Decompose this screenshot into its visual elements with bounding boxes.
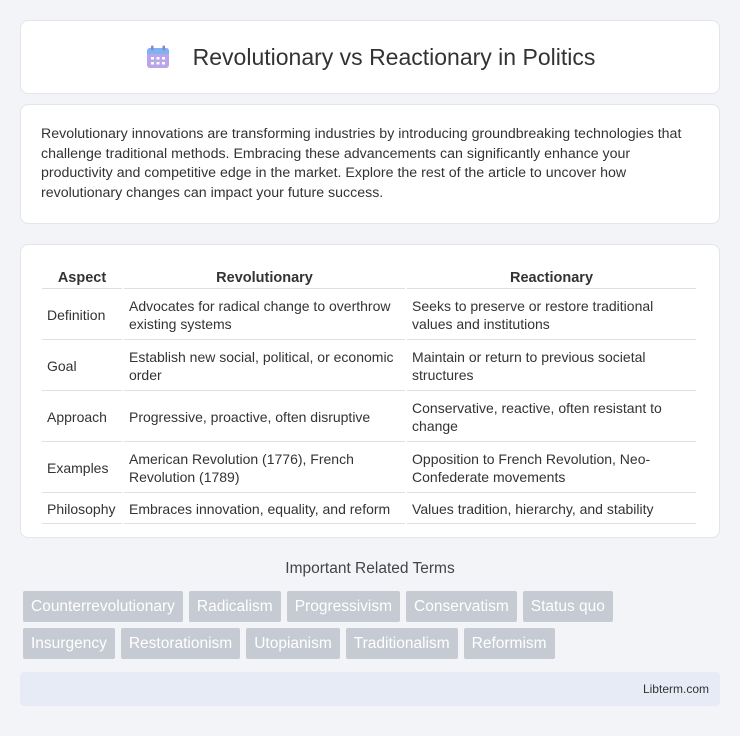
- footer-site-link[interactable]: Libterm.com: [642, 682, 709, 696]
- tag-reformism[interactable]: Reformism: [464, 628, 555, 659]
- comparison-table: [40, 265, 698, 526]
- cell-reactionary: Maintain or return to previous societal structures: [407, 342, 696, 391]
- footer: [20, 672, 720, 706]
- tag-row: [23, 628, 723, 659]
- cell-revolutionary: Embraces innovation, equality, and reform: [124, 495, 405, 524]
- cell-revolutionary: Advocates for radical change to overthrow existing systems: [124, 291, 405, 340]
- related-terms-title: Important Related Terms: [285, 560, 455, 577]
- intro-text: Revolutionary innovations are transforming industries by introducing groundbreaking technologies that challenge traditional methods. Embracing these advancements can significantly enhance your productivity and competitive edge in the market. Explore the rest of the article to uncover how revolutionary changes can impact your future success.: [41, 126, 682, 201]
- cell-revolutionary: American Revolution (1776), French Revolution (1789): [124, 444, 405, 493]
- tag-row: [23, 591, 723, 622]
- tag-radicalism[interactable]: Radicalism: [189, 591, 281, 622]
- cell-reactionary: Conservative, reactive, often resistant to change: [407, 393, 696, 442]
- table-header-row: [42, 267, 696, 289]
- cell-reactionary: Seeks to preserve or restore traditional values and institutions: [407, 291, 696, 340]
- cell-aspect: Approach: [42, 393, 122, 442]
- header-card: [20, 20, 720, 94]
- table-row: [42, 291, 696, 340]
- cell-reactionary: Values tradition, hierarchy, and stability: [407, 495, 696, 524]
- tag-insurgency[interactable]: Insurgency: [23, 628, 115, 659]
- intro-card: [20, 104, 720, 224]
- tag-status-quo[interactable]: Status quo: [523, 591, 613, 622]
- calendar-icon: [145, 44, 171, 70]
- cell-revolutionary: Establish new social, political, or economic order: [124, 342, 405, 391]
- tag-restorationism[interactable]: Restorationism: [121, 628, 240, 659]
- related-terms-tags: [23, 591, 723, 665]
- page-title: Revolutionary vs Reactionary in Politics: [192, 43, 596, 70]
- table-row: [42, 342, 696, 391]
- cell-revolutionary: Progressive, proactive, often disruptive: [124, 393, 405, 442]
- cell-aspect: Philosophy: [42, 495, 122, 524]
- tag-counterrevolutionary[interactable]: Counterrevolutionary: [23, 591, 183, 622]
- header-reactionary: Reactionary: [407, 267, 696, 289]
- cell-reactionary: Opposition to French Revolution, Neo-Confederate movements: [407, 444, 696, 493]
- table-row: [42, 495, 696, 524]
- table-row: [42, 444, 696, 493]
- cell-aspect: Goal: [42, 342, 122, 391]
- tag-progressivism[interactable]: Progressivism: [287, 591, 400, 622]
- tag-utopianism[interactable]: Utopianism: [246, 628, 340, 659]
- comparison-table-card: [20, 244, 720, 538]
- header-revolutionary: Revolutionary: [124, 267, 405, 289]
- header-aspect: Aspect: [42, 267, 122, 289]
- cell-aspect: Definition: [42, 291, 122, 340]
- table-row: [42, 393, 696, 442]
- tag-conservatism[interactable]: Conservatism: [406, 591, 517, 622]
- tag-traditionalism[interactable]: Traditionalism: [346, 628, 458, 659]
- cell-aspect: Examples: [42, 444, 122, 493]
